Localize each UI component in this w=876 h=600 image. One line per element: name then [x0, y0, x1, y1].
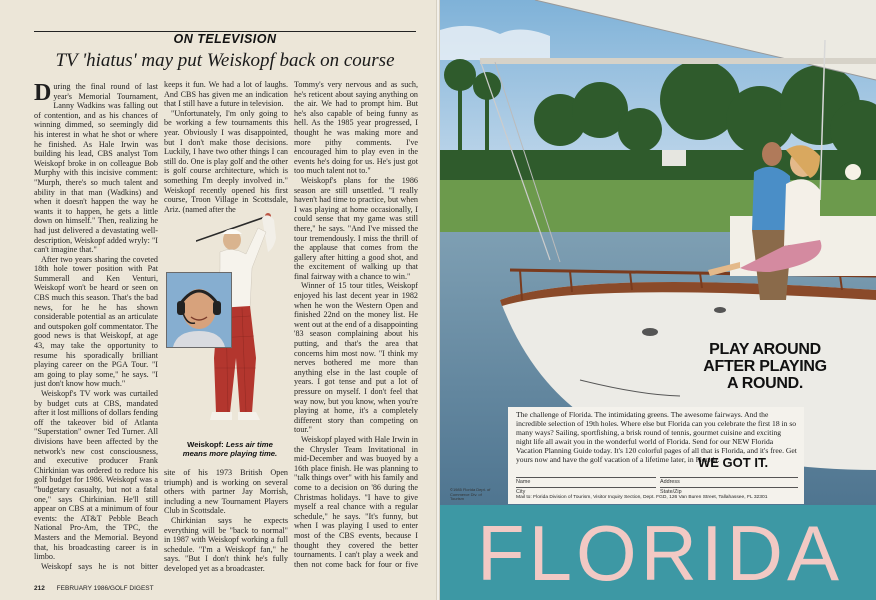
paragraph: "Unfortunately, I'm only going to be working a few tournaments this year. Obviously I was disappointed, but I don't make those decisions. Luckily, I have two other things I can still do. One is play golf and the other is golf course architecture, which is something I'm deeply involved in." Weiskopf recently opened his first course, Troon Village in Scottsdale, Ariz. (named after the [164, 108, 288, 214]
footer-issue: FEBRUARY 1986/GOLF DIGEST [56, 585, 154, 592]
paragraph: Weiskopf's plans for the 1986 season are still unsettled. "I really haven't had time to practice, but when I was playing at home occasionally, I could sense that my game was still there," he says. "And I've missed the tour tremendously. I miss the thrill of the applause that comes from the gallery after hitting a good shot, and the excitement of walking up that final fairway with a chance to win." [294, 175, 418, 281]
state-zip-field[interactable]: State/Zip [660, 487, 798, 495]
drop-cap: D [34, 82, 52, 106]
tagline-line: AFTER PLAYING [703, 358, 827, 375]
mailing-address: Mail to: Florida Division of Tourism, Visitor Inquiry Section, Dept. FGD, 126 Van Buren Street, Tallahassee, FL 32301 [516, 495, 768, 500]
commentator-headshot [166, 272, 232, 348]
paragraph: Chirkinian says he expects everything will be "back to normal" in 1987 with Weiskopf working a full schedule. "I'm a Weiskopf fan," he says. "But I don't think he's fully developed yet as a broadcaster. [164, 515, 288, 573]
paragraph: uring the final round of last year's Memorial Tournament, Lanny Wadkins was falling out of contention, and as his chances of winning dimmed, so seemingly did his interest in what he shot or where he finished. As Hale Irwin was building his lead, CBS analyst Tom Weiskopf broke in on colleague Bob Murphy with this incisive comment: "Murph, there's so much talent and ability in that man (Wadkins) and when it doesn't happen the way he wants it to happen, he gets a little down on himself." Then, realizing he had just delivered a devastating well-description, Weiskopf added wryly: "I can't imagine that." [34, 82, 158, 255]
article-column-1 [34, 82, 158, 572]
paragraph: site of his 1973 British Open triumph) and is working on several others with partner Jay Morrish, including a new Tournament Players Club in Scottsdale. [164, 468, 288, 516]
photo-caption [182, 440, 278, 458]
paragraph: Weiskopf says he is not bitter [41, 561, 158, 571]
paragraph: Weiskopf played with Hale Irwin in the Chrysler Team Invitational in mid-December and was buoyed by a 16th place finish. He was planning to "talk things over" with his family and come to a decision on '86 during the Christmas holidays. "I have to give myself a real chance with a regular schedule," he says. "It's funny, but when I was playing I used to enter most of the CBS events, because I thought they covered the better tournaments. I can't play a week and then not come back for four or five [294, 434, 418, 569]
caption-text: Less air time means more playing time. [182, 440, 278, 458]
page-number: 212 [34, 585, 45, 592]
florida-ad-page [440, 0, 876, 600]
article-column-3 [294, 80, 418, 570]
paragraph: Weiskopf's TV work was curtailed by budget cuts at CBS, mandated after it lost millions of dollars fending off the takeover bid of Atlanta "Superstation" owner Ted Turner. All divisions have been affected by the network's new cost consciousness, and executive producer Frank Chirkinian was ordered to reduce his golf budget for 1986. Weiskopf was a "budgetary casualty, but not a fatal one," says Chirkinian. He'll still appear on CBS at a minimum of four events: the AT&T Pebble Beach National Pro-Am, the TPC, the Masters and the Memorial. Beyond that, his broadcasting career is in limbo. [34, 389, 158, 562]
brand-wordmark: FLORIDA [476, 509, 844, 597]
response-coupon [508, 407, 804, 504]
photo-credit: ©1985 Florida Dept. of Commerce Div. of Tourism [450, 487, 491, 502]
ad-tagline [660, 341, 870, 392]
paragraph: keeps it fun. We had a lot of laughs. And CBS has given me an indication that I still have a future in television. [164, 80, 288, 109]
tagline-line: PLAY AROUND [709, 341, 821, 358]
ad-slogan: WE GOT IT. [698, 455, 769, 470]
article-headline: TV 'hiatus' may put Weiskopf back on course [55, 50, 395, 71]
paragraph: Winner of 15 tour titles, Weiskopf enjoyed his last decent year in 1982 when he won the Western Open and finished 22nd on the money list. He went out at the end of a disappointing '83 season complaining about his putting, and that's the area that concerns him most now. "I think my nerves bothered me more than anything else in the last couple of years. I got tense and put a lot of pressure on myself. I don't feel that way now, but you know, when you're playing at home, it's a completely different story than competing on tour." [294, 281, 418, 435]
city-field[interactable]: City [516, 487, 656, 495]
caption-lead: Weiskopf: [187, 440, 224, 449]
article-column-2-bottom [164, 468, 288, 578]
ad-body-copy: The challenge of Florida. The intimidating greens. The awesome fairways. And the incredible selection of 19th holes. Where else but Florida can you celebrate the first 18 in so many ways? Sailing, sportfishing, a brisk round of tennis, gourmet cuisine and exciting night life all await you in the wonderful world of Florida. Send for our NEW Florida Vacation Planning Guide today. It's 120 colorful pages of all that is Florida, and it's free. Get yours now and have the golf vacation of a lifetime later, in Florida. [516, 410, 797, 464]
name-field[interactable]: Name [516, 477, 656, 485]
tagline-line: A ROUND. [726, 375, 804, 392]
paragraph: Tommy's very nervous and as such, he's reticent about saying anything on the air. We had to prompt him. But he's also capable of being funny as hell. As the 1985 year progressed, I thought he was making more and more pithy comments. I've encouraged him to play even in the events he's doing for us. He's just got too much talent not to." [294, 80, 418, 176]
paragraph: After two years sharing the coveted 18th hole tower position with Pat Summerall and Ken Venturi, Weiskopf won't be heard or seen on CBS much this season. That's the bad news, for he he has shown considerable potential as an articulate and outspoken golf commentator. The good news is that Weiskopf, at age 43, may take the opportunity to resume his sporadically brilliant playing career on the PGA Tour. "I am going to play some," he says. "I just don't know how much." [34, 254, 158, 389]
address-field[interactable]: Address [660, 477, 798, 485]
page-footer [34, 585, 154, 592]
brand-band [440, 505, 876, 600]
section-label: ON TELEVISION [173, 32, 277, 46]
